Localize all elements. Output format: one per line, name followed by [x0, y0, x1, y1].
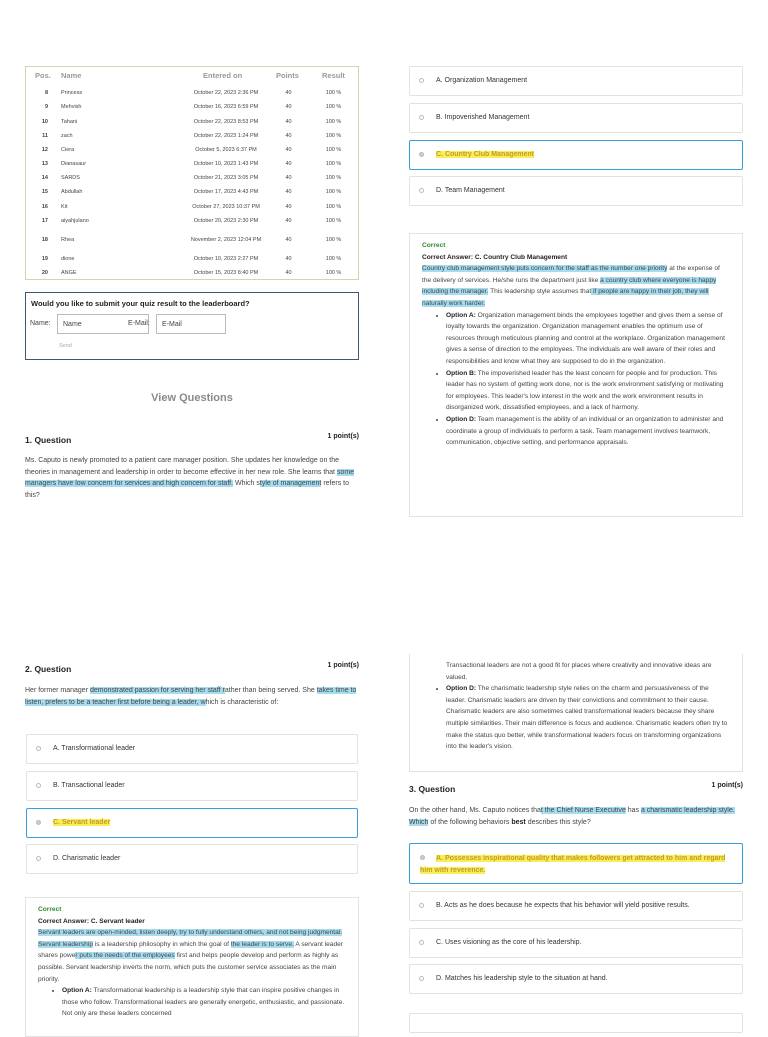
- cell-date: October 22, 2023 1:24 PM: [193, 133, 259, 139]
- email-label: E-Mail:: [128, 320, 150, 327]
- q1-points: 1 point(s): [327, 433, 359, 440]
- q2-explanation-continued: [409, 654, 743, 772]
- q2-bullets-continued: [422, 683, 730, 753]
- cell-date: October 10, 2023 2:27 PM: [193, 256, 259, 262]
- q2-option-c[interactable]: C. Servant leader: [26, 808, 358, 838]
- cell-date: October 5, 2023 6:37 PM: [195, 147, 257, 153]
- cell-pts: 40: [285, 237, 292, 243]
- q2-points: 1 point(s): [327, 662, 359, 669]
- q1-bullet-b: • Option B: The impoverished leader has the least concern for people and for production. This leader has no system of getting work done, nor is the work environment satisfying or motivating for employees. This leader's low interest in the work and the work environment results in disorganized work, dissatisfied employees, and a lack of harmony.: [446, 368, 730, 414]
- q3-text: On the other hand, Ms. Caputo notices that the Chief Nurse Executive has a charismatic leadership style. Which of the following behaviors best describes this style?: [409, 807, 735, 826]
- header-entered-on: Entered on: [203, 71, 243, 80]
- cell-pts: 40: [285, 119, 292, 125]
- cell-pos: 16: [41, 204, 48, 210]
- q3-option-c[interactable]: C. Uses visioning as the core of his leadership.: [409, 928, 743, 958]
- view-questions-button[interactable]: View Questions: [151, 392, 233, 404]
- radio-icon: [419, 903, 424, 908]
- cell-date: October 27, 2023 10:37 PM: [192, 204, 260, 210]
- q1-option-d[interactable]: D. Team Management: [409, 176, 743, 206]
- q2-correct-answer: Correct Answer: C. Servant leader: [38, 917, 145, 925]
- q3-option-a[interactable]: A. Possesses inspirational quality that makes followers get attracted to him and regard him with reverence.: [409, 843, 743, 884]
- radio-icon: [419, 976, 424, 981]
- cell-pos: 12: [41, 147, 48, 153]
- radio-icon: [36, 856, 41, 861]
- cell-res: 100 %: [325, 237, 342, 243]
- cell-pos: 10: [41, 119, 48, 125]
- leaderboard-table: [25, 66, 359, 280]
- cell-pos: 18: [41, 237, 48, 243]
- q1-bullet-d: • Option D: Team management is the ability of an individual or an organization to administer and coordinate a group of individuals to perform a task. Team management involves teamwork, communication, objective setting, and performance appraisals.: [446, 414, 730, 449]
- q1-correct-label: Correct: [422, 242, 446, 249]
- radio-selected-icon: [419, 152, 424, 157]
- cell-res: 100 %: [325, 256, 342, 262]
- cell-pos: 11: [42, 133, 48, 139]
- cell-pts: 40: [285, 161, 292, 167]
- cell-date: October 10, 2023 1:43 PM: [193, 161, 259, 167]
- leaderboard-header: [26, 67, 358, 83]
- cell-pos: 9: [44, 104, 48, 110]
- cell-name: Dianasaur: [61, 161, 87, 167]
- cell-res: 100 %: [325, 270, 342, 276]
- q1-option-b[interactable]: B. Impoverished Management: [409, 103, 743, 133]
- cell-pts: 40: [285, 175, 292, 181]
- cell-name: Mehvish: [61, 104, 82, 110]
- q3-title: 3. Question: [409, 784, 456, 794]
- header-name: Name: [61, 71, 82, 80]
- cell-pts: 40: [285, 256, 292, 262]
- email-input[interactable]: E-Mail: [156, 314, 226, 334]
- q1-explanation-text: Country club management style puts concern for the staff as the number one priority at the expense of the delivery of services. He/she runs the department just like a country club where everyone is happy including the manager. This leadership style assumes that if people are happy in their job, they will naturally work harder.: [422, 265, 720, 307]
- cell-pts: 40: [285, 147, 292, 153]
- cell-pts: 40: [285, 133, 292, 139]
- radio-icon: [419, 78, 424, 83]
- cell-res: 100 %: [325, 119, 342, 125]
- cell-pos: 15: [41, 189, 48, 195]
- q2-bullets: [38, 985, 346, 1020]
- q2-option-a[interactable]: A. Transformational leader: [26, 734, 358, 764]
- cell-pts: 40: [285, 204, 292, 210]
- q1-title: 1. Question: [25, 435, 72, 445]
- cell-name: Rhea: [61, 237, 75, 243]
- q1-explanation: [409, 233, 743, 517]
- radio-icon: [419, 115, 424, 120]
- q2-bullet-a: • Option A: Transformational leadership is a leadership style that can inspire positive changes in those who follow. Transformational leaders are generally energetic, enthusiastic, and passionate. Not only are these leaders concerned: [62, 985, 346, 1020]
- cell-res: 100 %: [325, 189, 342, 195]
- cell-name: dione: [61, 256, 75, 262]
- leaderboard-submit-form: [25, 292, 359, 360]
- radio-selected-icon: [36, 820, 41, 825]
- radio-icon: [36, 746, 41, 751]
- cell-pts: 40: [285, 90, 292, 96]
- cell-pos: 8: [44, 90, 48, 96]
- cell-res: 100 %: [325, 218, 342, 224]
- cell-name: Tahani: [61, 119, 78, 125]
- q2-correct-label: Correct: [38, 906, 62, 913]
- cell-date: October 22, 2023 8:53 PM: [193, 119, 259, 125]
- cell-name: Princess: [61, 90, 83, 96]
- radio-icon: [36, 783, 41, 788]
- q3-option-d[interactable]: D. Matches his leadership style to the situation at hand.: [409, 964, 743, 994]
- cell-name: SARDS: [61, 175, 80, 181]
- cell-date: October 17, 2023 4:43 PM: [193, 189, 259, 195]
- radio-icon: [419, 940, 424, 945]
- radio-selected-icon: [420, 855, 425, 860]
- cell-name: Ciera: [61, 147, 75, 153]
- cell-res: 100 %: [325, 133, 342, 139]
- send-button[interactable]: Send: [59, 343, 72, 349]
- q1-text: Ms. Caputo is newly promoted to a patient care manager position. She updates her knowledge on the theories in management and leadership in order to become effective in her new role. She learns that some managers have low concern for services and high concern for staff. Which style of management refers to this?: [25, 457, 355, 499]
- cell-name: Abdullah: [61, 189, 83, 195]
- cell-name: ANGE: [61, 270, 77, 276]
- cell-pos: 20: [41, 270, 48, 276]
- submit-question: Would you like to submit your quiz result to the leaderboard?: [31, 299, 250, 308]
- cell-res: 100 %: [325, 147, 342, 153]
- cell-pos: 19: [41, 256, 48, 262]
- header-pos: Pos.: [35, 71, 51, 80]
- header-result: Result: [322, 71, 345, 80]
- cell-date: October 16, 2023 6:59 PM: [193, 104, 259, 110]
- cell-res: 100 %: [325, 204, 342, 210]
- cell-pts: 40: [285, 270, 292, 276]
- cell-res: 100 %: [325, 175, 342, 181]
- cell-name: zach: [61, 133, 73, 139]
- q1-bullet-a: • Option A: Organization management binds the employees together and gives them a sense of loyalty towards the organization. Organization management enables the optimum use of resources through meticulous planning and control at the workplace. Organization management gives a sense of direction to the employees. The individuals are well aware of their roles and responsibilities and know what they are supposed to do in the organization.: [446, 310, 730, 368]
- q2-explanation: [25, 897, 359, 1037]
- q2-explanation-text: Servant leaders are open-minded, listen deeply, try to fully understand others, and not being judgmental. Servant leadership is a leadership philosophy in which the goal of the leader is to serve. A servant leader shares power puts the needs of the employees first and helps people develop and perform as highly as possible. Servant leadership inverts the norm, which puts the customer service associates as the main priority.: [38, 929, 343, 983]
- q1-bullets: [422, 310, 730, 449]
- q2-continued-text: Transactional leaders are not a good fit for places where creativity and innovative ideas are valued.: [446, 662, 712, 681]
- radio-icon: [419, 188, 424, 193]
- q2-title: 2. Question: [25, 664, 72, 674]
- cell-pos: 17: [41, 218, 48, 224]
- cell-pts: 40: [285, 218, 292, 224]
- q3-option-next[interactable]: [409, 1013, 743, 1033]
- cell-date: October 15, 2023 8:40 PM: [193, 270, 259, 276]
- q1-option-c[interactable]: C. Country Club Management: [409, 140, 743, 170]
- q2-option-d[interactable]: D. Charismatic leader: [26, 844, 358, 874]
- q1-correct-answer: Correct Answer: C. Country Club Management: [422, 253, 568, 261]
- q3-option-b[interactable]: B. Acts as he does because he expects that his behavior will yield positive results.: [409, 891, 743, 921]
- q1-option-a[interactable]: A. Organization Management: [409, 66, 743, 96]
- cell-res: 100 %: [325, 90, 342, 96]
- q2-bullet-d: • Option D: The charismatic leadership style relies on the charm and persuasiveness of the leader. Charismatic leaders are driven by their convictions and commitment to their cause. Charismatic leaders are also sometimes called transformational leaders because they share multiple similarities. Their main difference is focus and audience. Charismatic leaders often try to make the status quo better, while transformational leaders focus on transforming organizations into the leader's vision.: [446, 683, 730, 753]
- cell-name: aiyahjulano: [61, 218, 89, 224]
- name-label: Name:: [30, 320, 51, 327]
- cell-date: October 20, 2023 2:30 PM: [193, 218, 259, 224]
- header-points: Points: [276, 71, 299, 80]
- cell-date: October 21, 2023 3:05 PM: [193, 175, 259, 181]
- q3-points: 1 point(s): [711, 782, 743, 789]
- cell-date: November 2, 2023 12:04 PM: [190, 237, 262, 243]
- cell-pos: 13: [41, 161, 48, 167]
- cell-pos: 14: [41, 175, 48, 181]
- name-input[interactable]: Name: [57, 314, 149, 334]
- cell-res: 100 %: [325, 161, 342, 167]
- cell-pts: 40: [285, 189, 292, 195]
- q2-option-b[interactable]: B. Transactional leader: [26, 771, 358, 801]
- cell-date: October 22, 2023 2:36 PM: [193, 90, 259, 96]
- cell-name: Kit: [61, 204, 68, 210]
- cell-res: 100 %: [325, 104, 342, 110]
- cell-pts: 40: [285, 104, 292, 110]
- q2-text: Her former manager demonstrated passion for serving her staff rather than being served. She takes time to listen, prefers to be a teacher first before being a leader, which is characteristic of:: [25, 687, 357, 706]
